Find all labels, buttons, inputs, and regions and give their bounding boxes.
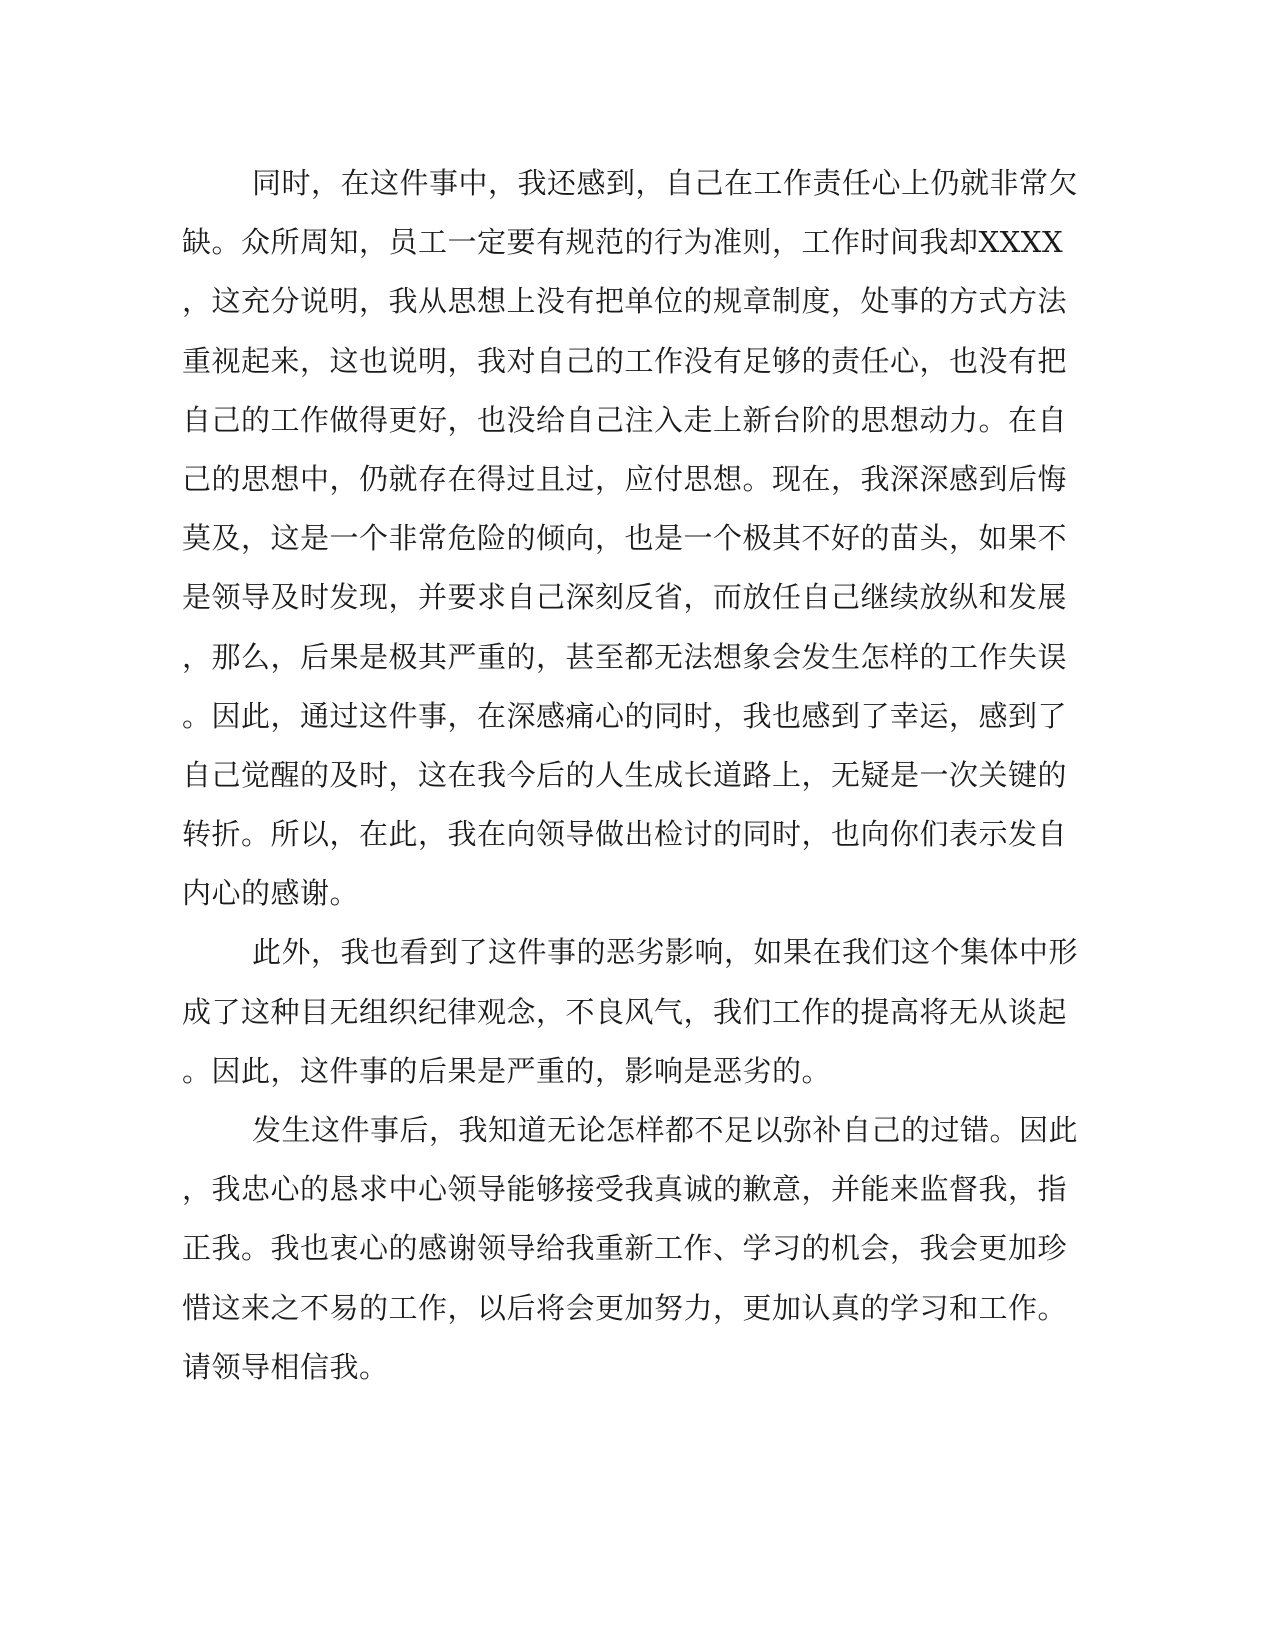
text-line: 自己的工作做得更好，也没给自己注入走上新台阶的思想动力。在自: [182, 402, 1068, 437]
text-line: 。因此，这件事的后果是严重的，影响是恶劣的。: [182, 1053, 832, 1088]
text-line: 惜这来之不易的工作，以后将会更加努力，更加认真的学习和工作。: [182, 1290, 1068, 1325]
text-line: 自己觉醒的及时，这在我今后的人生成长道路上，无疑是一次关键的: [182, 757, 1068, 792]
text-line: 己的思想中，仍就存在得过且过，应付思想。现在，我深深感到后悔: [182, 461, 1068, 496]
text-line: 同时，在这件事中，我还感到，自己在工作责任心上仍就非常欠: [252, 166, 1079, 200]
text-line: ，我忠心的恳求中心领导能够接受我真诚的歉意，并能来监督我，指: [182, 1172, 1068, 1207]
text-line: 成了这种目无组织纪律观念，不良风气，我们工作的提高将无从谈起: [182, 994, 1068, 1029]
text-line: 正我。我也衷心的感谢领导给我重新工作、学习的机会，我会更加珍: [182, 1231, 1068, 1266]
text-line: 莫及，这是一个非常危险的倾向，也是一个极其不好的苗头，如果不: [182, 521, 1068, 556]
text-line: ，这充分说明，我从思想上没有把单位的规章制度，处事的方式方法: [182, 284, 1068, 319]
text-line: 缺。众所周知，员工一定要有规范的行为准则，工作时间我却XXXX: [182, 225, 1064, 260]
text-line: 此外，我也看到了这件事的恶劣影响，如果在我们这个集体中形: [252, 935, 1079, 970]
text-line: ，那么，后果是极其严重的，甚至都无法想象会发生怎样的工作失误: [182, 639, 1068, 674]
text-line: 请领导相信我。: [182, 1349, 389, 1384]
text-line: 是领导及时发现，并要求自己深刻反省，而放任自己继续放纵和发展: [182, 580, 1068, 615]
text-line: 内心的感谢。: [182, 876, 360, 911]
paragraph-3: [182, 1101, 1079, 1397]
document-body: [182, 154, 1079, 1397]
paragraph-1: [182, 154, 1079, 923]
text-line: 发生这件事后，我知道无论怎样都不足以弥补自己的过错。因此: [252, 1113, 1079, 1147]
paragraph-2: [182, 923, 1079, 1101]
text-line: 重视起来，这也说明，我对自己的工作没有足够的责任心，也没有把: [182, 343, 1068, 378]
text-line: 转折。所以，在此，我在向领导做出检讨的同时，也向你们表示发自: [182, 817, 1068, 852]
text-line: 。因此，通过这件事，在深感痛心的同时，我也感到了幸运，感到了: [182, 698, 1068, 733]
